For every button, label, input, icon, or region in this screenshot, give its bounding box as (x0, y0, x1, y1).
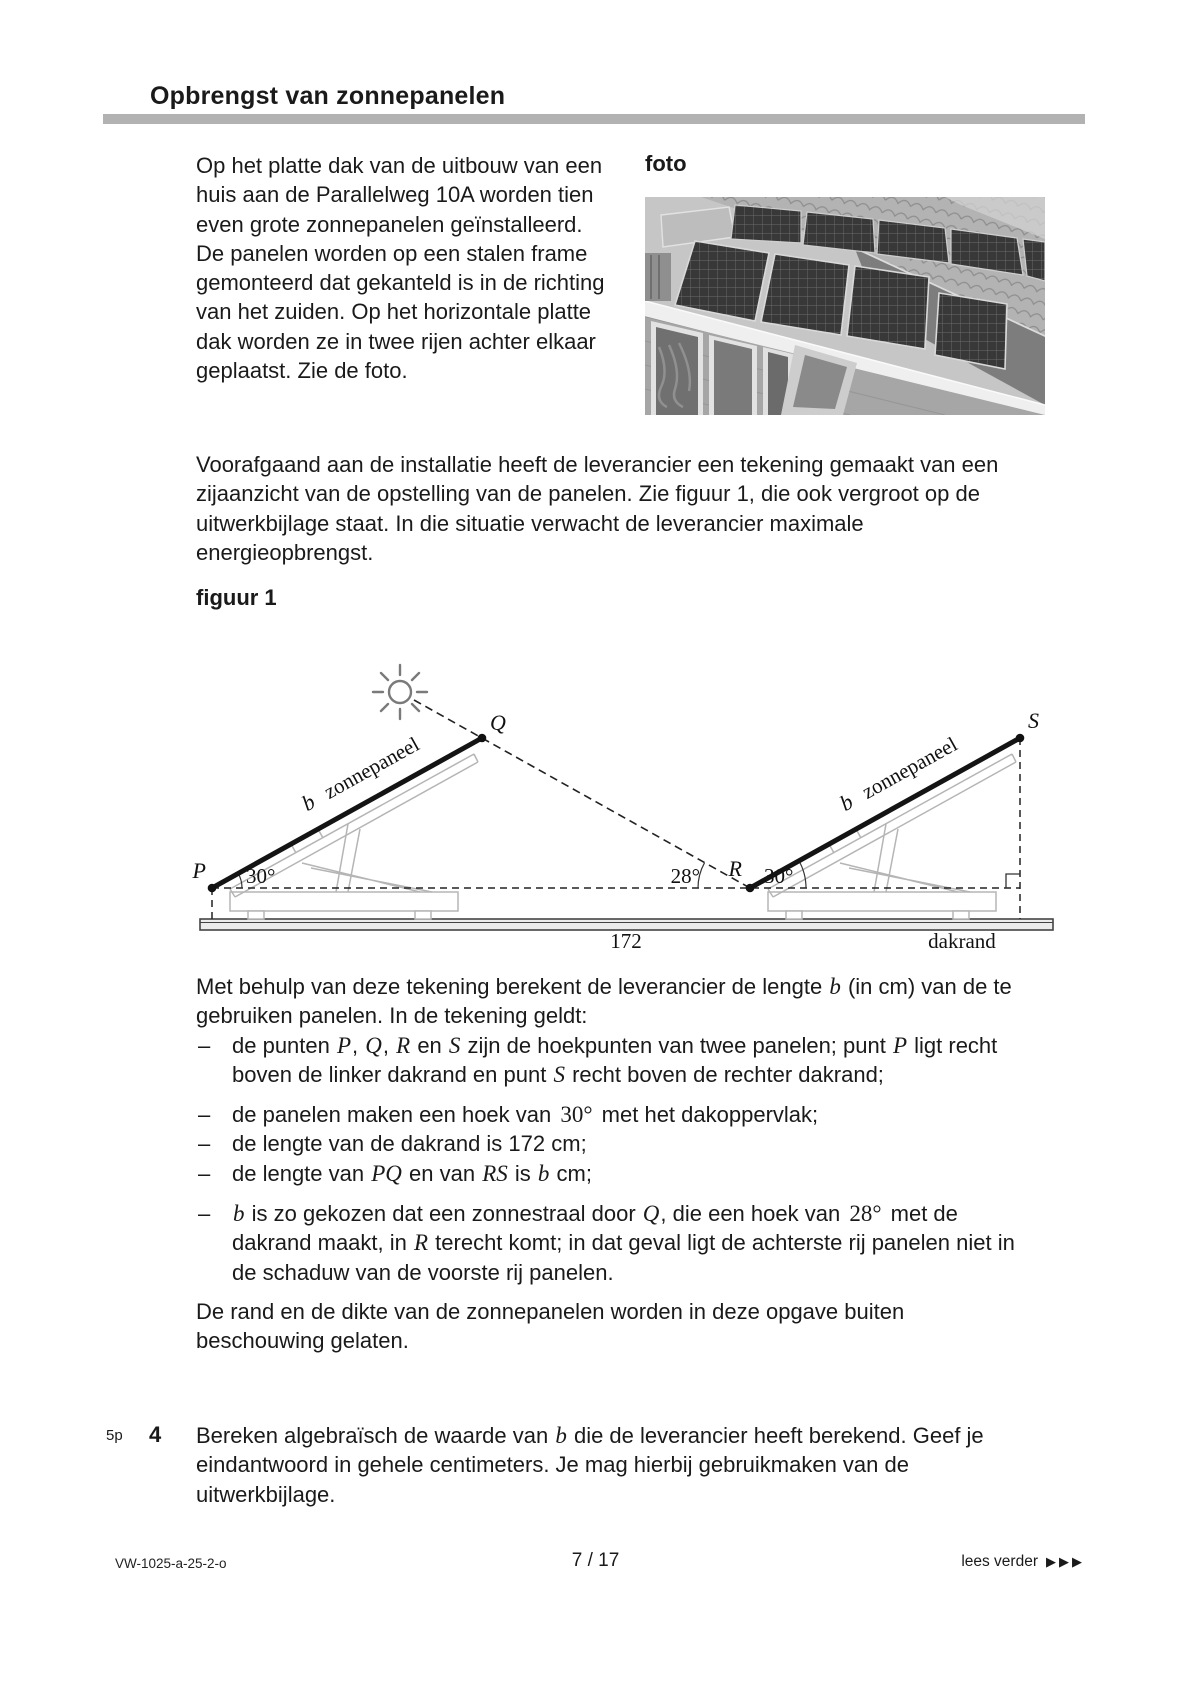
solar-panel (1023, 239, 1045, 281)
solar-panel (731, 205, 801, 243)
photo (645, 197, 1045, 415)
angle-r-label: 30° (764, 864, 794, 888)
bullet-dash: – (198, 1032, 211, 1058)
conditions-list (196, 1031, 1038, 1287)
continue-arrows-icon: ▶▶▶ (1046, 1554, 1085, 1569)
question-4 (0, 1421, 1100, 1521)
document-code: VW-1025-a-25-2-o (115, 1556, 227, 1571)
question-text: Bereken algebraïsch de waarde van b die de leverancier heeft berekend. Geef je eindantwoord in gehele centimeters. Je mag hierbij gebruikmaken van de uitwerkbijlage. (196, 1423, 984, 1507)
solar-panel (761, 254, 849, 335)
list-item (196, 1199, 1038, 1287)
dakrand-label: dakrand (928, 929, 996, 953)
sun-ray-dashed (414, 700, 750, 888)
lead-paragraph: Met behulp van deze tekening berekent de leverancier de lengte b (in cm) van de te gebruiken panelen. In de tekening geldt: (196, 974, 1012, 1029)
angle-sun-label: 28° (670, 864, 700, 888)
photo-label: foto (645, 151, 687, 176)
figure-1 (190, 620, 1060, 960)
continue-label: lees verder (961, 1553, 1038, 1570)
figure-label: figuur 1 (196, 585, 277, 610)
solar-roof-photo (645, 197, 1045, 415)
angle-arc-r (799, 860, 807, 888)
question-number: 4 (149, 1422, 162, 1447)
left-panel-caption: bzonnepaneel (297, 731, 424, 816)
solar-panel (935, 293, 1007, 369)
closing-paragraph: De rand en de dikte van de zonnepanelen worden in deze opgave buiten beschouwing gelaten. (196, 1298, 905, 1354)
list-item-text: de panelen maken een hoek van 30° met het dakoppervlak; (232, 1102, 819, 1128)
right-angle-marker (1006, 874, 1020, 888)
point-r-dot (746, 884, 755, 893)
list-item-text: b is zo gekozen dat een zonnestraal door Q, die een hoek van 28° met de dakrand maakt, in R terecht komt; in dat geval ligt de achterste rij panelen niet in de schaduw van de voorste rij panelen. (232, 1201, 1015, 1285)
title-underline-bar (103, 114, 1085, 124)
question-points-badge: 5p (106, 1427, 123, 1444)
continue-notice (961, 1553, 1085, 1571)
point-r-label: R (728, 856, 742, 881)
bullet-dash: – (198, 1201, 211, 1227)
sun-icon (373, 665, 427, 719)
point-p-dot (208, 884, 217, 893)
page-title: Opbrengst van zonnepanelen (150, 82, 506, 110)
point-s-label: S (1028, 708, 1039, 733)
bullet-dash: – (198, 1160, 211, 1186)
page-footer (0, 1549, 1191, 1579)
list-item (196, 1159, 1038, 1188)
paragraph-installation: Voorafgaand aan de installatie heeft de leverancier een tekening gemaakt van een zijaanzicht van de opstelling van de panelen. Zie figuur 1, die ook vergroot op de uitwerkbijlage staat. In die situatie verwacht de leverancier maximale energieopbrengst. (196, 452, 999, 565)
dakrand-length-label: 172 (610, 929, 642, 953)
point-p-label: P (192, 858, 206, 883)
page-number: 7 / 17 (571, 1550, 620, 1571)
point-q-label: Q (490, 710, 506, 735)
angle-p-label: 30° (246, 864, 276, 888)
list-item (196, 1100, 1038, 1129)
conditions-block (196, 972, 1038, 1356)
list-item-text: de punten P, Q, R en S zijn de hoekpunten van twee panelen; punt P ligt recht boven de linker dakrand en punt S recht boven de rechter dakrand; (232, 1032, 998, 1087)
list-item-text: de lengte van de dakrand is 172 cm; (232, 1131, 587, 1157)
right-panel-caption: bzonnepaneel (835, 731, 962, 816)
intro-paragraph: Op het platte dak van de uitbouw van een huis aan de Parallelweg 10A worden tien even grote zonnepanelen geïnstalleerd. De panelen worden op een stalen frame gemonteerd dat gekanteld is in de richting van het zuiden. Op het horizontale platte dak worden ze in twee rijen achter elkaar geplaatst. Zie de foto. (196, 153, 605, 384)
list-item (196, 1129, 1038, 1158)
window (714, 340, 752, 415)
point-s-dot (1016, 734, 1025, 743)
solar-panel (847, 266, 929, 349)
point-q-dot (478, 734, 487, 743)
figure-1-diagram (190, 620, 1060, 960)
list-item (196, 1031, 1038, 1090)
bullet-dash: – (198, 1102, 211, 1128)
list-item-text: de lengte van PQ en van RS is b cm; (232, 1160, 592, 1186)
bullet-dash: – (198, 1131, 211, 1157)
